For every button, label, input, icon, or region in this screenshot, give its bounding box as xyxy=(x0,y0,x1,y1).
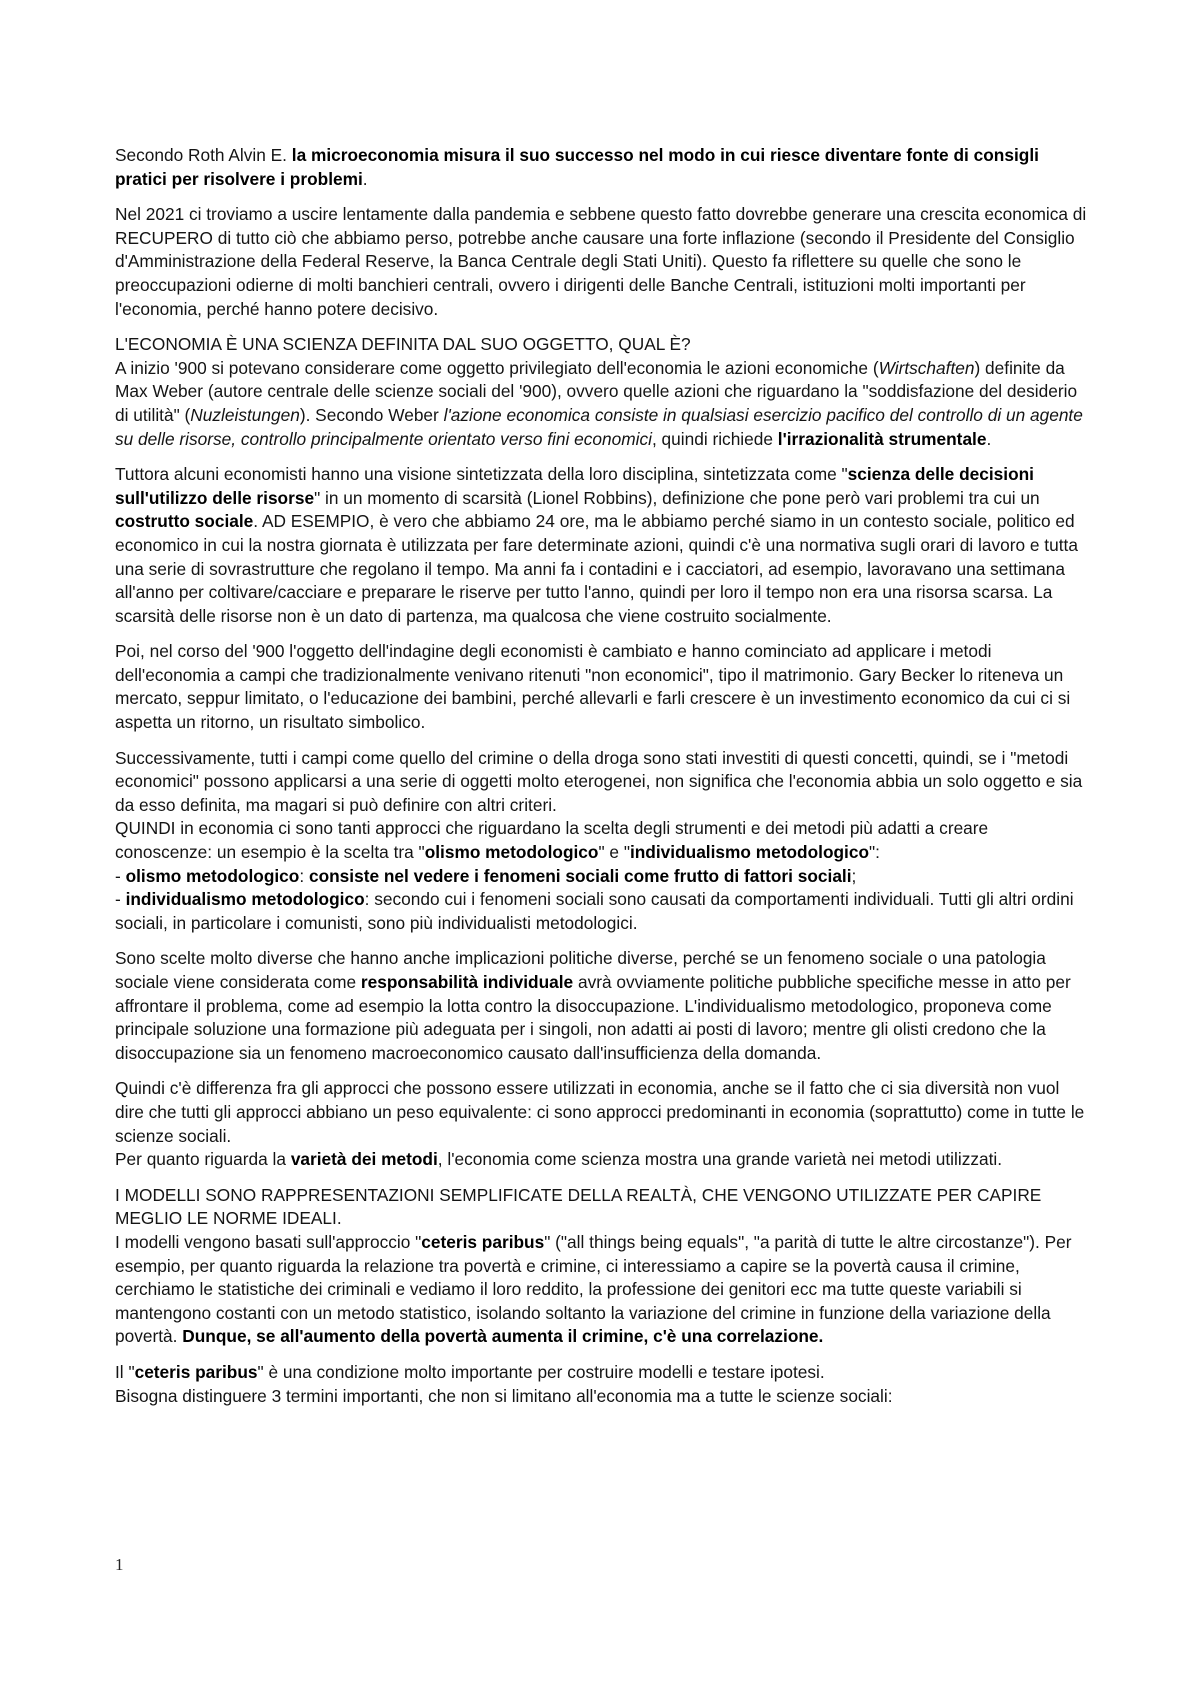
bold-text: ceteris paribus xyxy=(421,1231,545,1252)
text-run: Quindi c'è differenza fra gli approcci che possono essere utilizzati in economia, anche se il fatto che ci sia diversità non vuol dire che tutti gli approcci abbiano un peso equivalente: ci sono approcci predominanti in economia (soprattutto) come in tutte le scienze sociali. xyxy=(115,1078,1085,1146)
paragraph xyxy=(115,463,1087,628)
bold-text: Dunque, se all'aumento della povertà aumenta il crimine, c'è una correlazione. xyxy=(182,1326,824,1347)
paragraph xyxy=(115,203,1087,321)
bold-text: la microeconomia misura il suo successo nel modo in cui riesce diventare fonte di consigli pratici per risolvere i problemi xyxy=(115,145,1039,189)
text-run: Poi, nel corso del '900 l'oggetto dell'indagine degli economisti è cambiato e hanno cominciato ad applicare i metodi dell'economia a campi che tradizionalmente venivano ritenuti "non economici", tipo il matrimonio. Gary Becker lo riteneva un mercato, seppur limitato, o l'educazione dei bambini, perché allevarli e farli crescere è un investimento economico da cui ci si aspetta un ritorno, un risultato simbolico. xyxy=(115,641,1071,733)
text-run: , l'economia come scienza mostra una grande varietà nei metodi utilizzati. xyxy=(437,1149,1003,1170)
bold-text: l'irrazionalità strumentale xyxy=(777,428,987,449)
bold-text: responsabilità individuale xyxy=(360,972,574,992)
bold-text: individualismo metodologico xyxy=(125,889,365,910)
text-run: Nel 2021 ci troviamo a uscire lentamente dalla pandemia e sebbene questo fatto dovrebbe generare una crescita economica di RECUPERO di tutto ciò che abbiamo perso, potrebbe anche causare una forte inflazione (secondo il Presidente del Consiglio d'Amministrazione della Federal Reserve, la Banca Centrale degli Stati Uniti). Questo fa riflettere su quelle che sono le preoccupazioni odierne di molti banchieri centrali, ovvero i dirigenti delle Banche Centrali, istituzioni molti importanti per l'economia, perché hanno potere decisivo. xyxy=(115,204,1087,319)
text-run: Sono scelte molto diverse che hanno anche implicazioni politiche diverse, perché se un fenomeno sociale o una patologia sociale viene considerata come xyxy=(115,948,1046,992)
text-run: . xyxy=(986,428,992,449)
paragraph xyxy=(115,144,1087,191)
text-run: avrà ovviamente politiche pubbliche specifiche messe in atto per affrontare il problema, come ad esempio la lotta contro la disoccupazione. L'individualismo metodologico, proponeva come principale soluzione una formazione più adeguata per i singoli, non adatti ai posti di lavoro; mentre gli olisti credono che la disoccupazione sia un fenomeno macroeconomico causato dall'insufficienza della domanda. xyxy=(115,972,1071,1063)
paragraph xyxy=(115,947,1087,1065)
paragraph xyxy=(115,1361,1087,1408)
bold-text: costrutto sociale xyxy=(115,511,254,532)
text-run: - xyxy=(115,865,126,886)
text-run: ). Secondo Weber xyxy=(299,404,444,425)
page-number: 1 xyxy=(115,1555,124,1574)
text-run: ) definite da Max Weber (autore centrale delle scienze sociali del '900), ovvero quelle azioni che riguardano la "soddisfazione del desiderio di utilità" ( xyxy=(115,357,1078,425)
bold-text: ceteris paribus xyxy=(134,1361,258,1382)
bold-text: olismo metodologico xyxy=(424,842,599,863)
paragraph xyxy=(115,640,1087,734)
text-run: Il " xyxy=(115,1361,135,1382)
text-run: Successivamente, tutti i campi come quello del crimine o della droga sono stati investiti di questi concetti, quindi, se i "metodi economici" possono applicarsi a una serie di oggetti molto eterogenei, non significa che l'economia abbia un solo oggetto e sia da esso definita, ma magari si può definire con altri criteri. xyxy=(115,747,1083,815)
italic-text: Wirtschaften xyxy=(878,357,975,378)
paragraph xyxy=(115,1077,1087,1171)
bold-text: varietà dei metodi xyxy=(290,1149,438,1170)
text-run: : xyxy=(299,865,309,886)
text-run: . AD ESEMPIO, è vero che abbiamo 24 ore, ma le abbiamo perché siamo in un contesto sociale, politico ed economico in cui la nostra giornata è utilizzata per fare determinate azioni, quindi c'è una normativa sugli orari di lavoro e tutta una serie di sovrastrutture che regolano il tempo. Ma anni fa i contadini e i cacciatori, ad esempio, lavoravano una settimana all'anno per coltivare/cacciare e preparare le riserve per tutto l'anno, quindi per loro il tempo non era una risorsa scarsa. La scarsità delle risorse non è un dato di partenza, ma qualcosa che viene costruito socialmente. xyxy=(115,511,1078,626)
document-body xyxy=(115,144,1087,1420)
bold-text: scienza delle decisioni sull'utilizzo delle risorse xyxy=(115,464,1034,508)
text-run: " è una condizione molto importante per costruire modelli e testare ipotesi. xyxy=(257,1361,825,1382)
text-run: I modelli vengono basati sull'approccio " xyxy=(115,1231,422,1252)
bold-text: consiste nel vedere i fenomeni sociali come frutto di fattori sociali xyxy=(308,865,852,886)
text-run: , quindi richiede xyxy=(651,428,778,449)
text-run: : secondo cui i fenomeni sociali sono causati da comportamenti individuali. Tutti gli altri ordini sociali, in particolare i comunisti, sono più individualisti metodologici. xyxy=(115,889,1074,933)
text-run: Bisogna distinguere 3 termini importanti, che non si limitano all'economia ma a tutte le scienze sociali: xyxy=(115,1385,893,1406)
text-run: I MODELLI SONO RAPPRESENTAZIONI SEMPLIFICATE DELLA REALTÀ, CHE VENGONO UTILIZZATE PER CAPIRE MEGLIO LE NORME IDEALI. xyxy=(115,1184,1042,1229)
paragraph xyxy=(115,1184,1087,1349)
bold-text: olismo metodologico xyxy=(125,865,300,886)
paragraph xyxy=(115,333,1087,451)
bold-text: individualismo metodologico xyxy=(629,842,870,863)
text-run: Tuttora alcuni economisti hanno una visione sintetizzata della loro disciplina, sintetizzata come " xyxy=(115,464,848,485)
text-run: Secondo Roth Alvin E. xyxy=(115,145,292,165)
text-run: ; xyxy=(851,865,857,886)
text-run: - xyxy=(115,889,126,910)
text-run: . xyxy=(362,168,368,189)
text-run: " in un momento di scarsità (Lionel Robbins), definizione che pone però vari problemi tra cui un xyxy=(314,487,1040,508)
text-run: A inizio '900 si potevano considerare come oggetto privilegiato dell'economia le azioni economiche ( xyxy=(115,357,879,378)
paragraph xyxy=(115,747,1087,936)
italic-text: Nuzleistungen xyxy=(190,404,300,425)
text-run: " e " xyxy=(598,842,630,863)
text-run: ": xyxy=(869,842,880,863)
text-run: Per quanto riguarda la xyxy=(115,1149,291,1170)
text-run: " ("all things being equals", "a parità di tutte le altre circostanze"). Per esempio, per quanto riguarda la relazione tra povertà e crimine, ci interessiamo a capire se la povertà causa il crimine, cerchiamo le statistiche dei criminali e vediamo il loro reddito, la professione dei genitori ecc ma tutte queste variabili si mantengono costanti con un metodo statistico, isolando soltanto la variazione del crimine in funzione della variazione della povertà. xyxy=(115,1231,1072,1347)
text-run: QUINDI in economia ci sono tanti approcci che riguardano la scelta degli strumenti e dei metodi più adatti a creare conoscenze: un esempio è la scelta tra " xyxy=(115,818,989,863)
text-run: L'ECONOMIA È UNA SCIENZA DEFINITA DAL SUO OGGETTO, QUAL È? xyxy=(115,334,691,355)
italic-text: l'azione economica consiste in qualsiasi esercizio pacifico del controllo di un agente su delle risorse, controllo principalmente orientato verso fini economici xyxy=(115,404,1083,449)
